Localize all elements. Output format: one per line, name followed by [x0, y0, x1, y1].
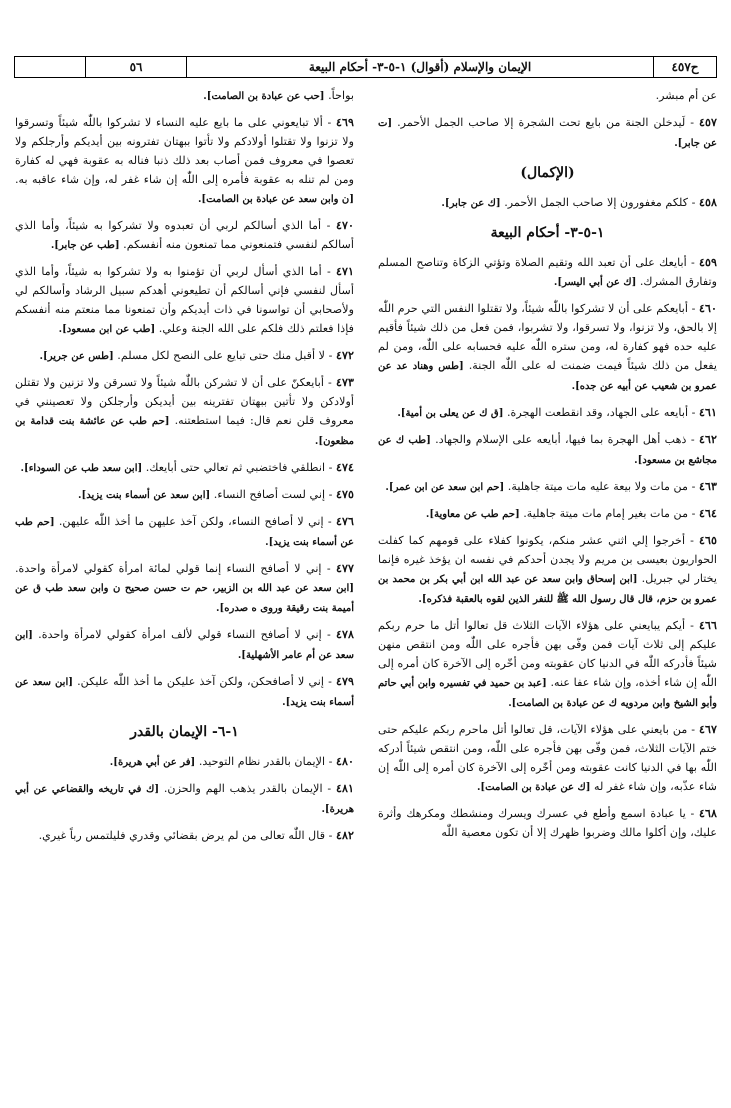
- hadith-entry: ٤٨١ - الإيمان بالقدر يذهب الهم والحزن. [ك في تاريخه والقضاعي عن أبي هريرة].: [15, 781, 354, 815]
- hadith-source: [فر عن أبي هريرة].: [109, 757, 196, 768]
- hadith-entry: ٤٦٨ - يا عبادة اسمع وأطع في عسرك ويسرك ومنشطك ومكرهك وأثرة عليك، وإن أكلوا مالك وضربوا ظهرك إلا أن تكون معصية اللّٰه: [378, 806, 717, 839]
- continued-text-body: بواحاً.: [328, 89, 354, 102]
- hadith-source: [حب عن عبادة بن الصامت].: [203, 91, 325, 102]
- hadith-source: [طب عن ابن مسعود].: [58, 324, 156, 335]
- hadith-text: لَيدخلن الجنة من بايع تحت الشجرة إلا صاحب الجمل الأحمر.: [397, 116, 686, 129]
- hadith-source: [ابن سعد عن أم عامر الأشهلية].: [15, 630, 354, 661]
- hadith-text: أما الذي أسالكم لربي أن تعبدوه ولا تشركوا به شيئاً، وأما الذي أسالكم لنفسي فتمنعوني مما تمنعون منه أنفسكم.: [15, 219, 354, 251]
- header-empty-cell: [15, 57, 85, 77]
- text-columns: [14, 86, 717, 1102]
- hadith-source: [طب عن جابر].: [50, 240, 120, 251]
- hadith-entry: ٤٨٠ - الإيمان بالقدر نظام التوحيد. [فر عن أبي هريرة].: [109, 754, 354, 768]
- hadith-number: ٤٧٩: [335, 674, 354, 688]
- hadith-number: ٤٦٢: [698, 432, 717, 446]
- hadith-entry: ٤٥٩ - أبايعك على أن تعبد الله وتقيم الصلاة وتؤتي الزكاة وتناصح المسلم وتفارق المشرك. [ك عن أبي اليسر].: [378, 255, 717, 288]
- section-heading-bayaa: ١-٥-٣- أحكام البيعة: [490, 225, 605, 241]
- hadith-text: الإيمان بالقدر نظام التوحيد.: [198, 755, 326, 768]
- hadith-entry: ٤٦٩ - ألا تبايعوني على ما بايع عليه النساء لا تشركوا باللّٰه شيئاً وتسرقوا ولا تزنوا ولا تقتلوا أولادكم ولا تأتوا ببهتان تفترونه بين أيديكم وأرجلكم ولا تعصوا في معروف فمن أصاب بعد ذلك ذنبا فناله به عقوبة فهي له كفارة ومن لم تنله به عقوبة فأمره إلى اللّٰه إن شاء غفر له، وإن شاء عاقبه به. [ن وابن سعد عن عبادة بن الصامت].: [15, 115, 354, 205]
- hadith-entry: ٤٦٠ - أبايعكم على أن لا تشركوا باللّٰه شيئاً، ولا تقتلوا النفس التي حرم اللّٰه إلا بالحق، ولا تزنوا، ولا تسرقوا، ولا تشربوا، فمن فعل من ذلك شيئاً فأقيم عليه حده فهو كفارة له، ومن ستره اللّٰه عليه فحسابه على اللّٰه، ومن لم يفعل من ذلك شيئاً فيمت ضمنت له على اللّٰه الجنة. [طس وهناد عد عن عمرو بن شعيب عن أبيه عن جده].: [378, 301, 717, 392]
- hadith-source: [حم ابن سعد عن ابن عمر].: [385, 482, 505, 493]
- header-hadith-ref: ح٤٥٧: [653, 57, 716, 77]
- hadith-source: [حم طب عن عائشة بنت قدامة بن مظعون].: [15, 416, 354, 447]
- hadith-source: [ك عن أبي اليسر].: [553, 277, 637, 288]
- hadith-number: ٤٥٨: [698, 195, 717, 209]
- hadith-number: ٤٧٧: [335, 561, 354, 575]
- hadith-text: انطلقي فاختضبي ثم تعالي حتى أبايعك.: [145, 461, 326, 474]
- hadith-source: [حم طب عن معاوية].: [425, 509, 520, 520]
- hadith-text: أبايعكم على أن لا تشركوا باللّٰه شيئاً، ولا تقتلوا النفس التي حرم اللّٰه إلا بالحق، ولا تزنوا، ولا تسرقوا، ولا تشربوا، فمن فعل من ذلك شيئاً فأقيم عليه حده فهو كفارة له، ومن ستره اللّٰه عليه فحسابه على اللّٰه، ومن لم يفعل من ذلك شيئاً فيمت ضمنت له على اللّٰه الجنة.: [378, 302, 717, 372]
- left-column: [15, 86, 366, 1102]
- hadith-number: ٤٧١: [335, 264, 354, 278]
- hadith-entry: ٤٧٥ - إني لست أصافح النساء. [ابن سعد عن أسماء بنت يزيد].: [78, 487, 354, 501]
- hadith-text: قال اللّٰه تعالى من لم يرض بقضائي وقدري فليلتمس رباً غيري.: [38, 829, 326, 842]
- hadith-entry: ٤٦٤ - من مات بغير إمام مات ميتة جاهلية. [حم طب عن معاوية].: [425, 506, 717, 520]
- hadith-entry: ٤٧٨ - إني لا أصافح النساء قولي لألف امرأة كقولي لامرأة واحدة. [ابن سعد عن أم عامر الأشهلية].: [15, 627, 354, 661]
- hadith-text: من بايعني على هؤلاء الآيات، قل تعالوا أتل ماحرم ربكم عليكم حتى ختم الآيات الثلاث، فمن وفّى بهن فأجره على اللّٰه، ومن انتقص شيئاً أدركه اللّٰه بها في الدنيا كانت عقوبته ومن أخّره إلى الآخرة كان أمره إلى اللّٰه إن شاء عذّبه، وإن شاء غفر له: [378, 723, 717, 793]
- hadith-entry: ٤٧٠ - أما الذي أسالكم لربي أن تعبدوه ولا تشركوا به شيئاً، وأما الذي أسالكم لنفسي فتمنعوني مما تمنعون منه أنفسكم. [طب عن جابر].: [15, 218, 354, 251]
- hadith-entry: ٤٥٧ - لَيدخلن الجنة من بايع تحت الشجرة إلا صاحب الجمل الأحمر. [ت عن جابر].: [378, 115, 717, 149]
- hadith-number: ٤٨١: [335, 781, 354, 795]
- page-header: [14, 56, 717, 78]
- hadith-number: ٤٧٢: [335, 348, 354, 362]
- hadith-entry: ٤٧٩ - إني لا أصافحكن، ولكن آخذ عليكن ما أخذ اللّٰه عليكن. [ابن سعد عن أسماء بنت يزيد].: [15, 674, 354, 708]
- hadith-number: ٤٧٠: [335, 218, 354, 232]
- hadith-text: أما الذي أسأل لربي أن تؤمنوا به ولا تشركوا به شيئاً، وأما الذي أسأل لنفسي فإني أسالكم أن تطيعوني أهدكم سبيل الرشاد وأسالكم لي ولأصحابي أن تواسونا في ذات أيديكم وأن تمنعونا مما منعتم منه أنفسكم فإذا فعلتم ذلك فلكم على الله الجنة وعلي.: [15, 265, 354, 335]
- continued-text: [15, 86, 354, 106]
- hadith-entry: ٤٧٦ - إني لا أصافح النساء، ولكن آخذ عليهن ما أخذ اللّٰه عليهن. [حم طب عن أسماء بنت يزيد].: [15, 514, 354, 548]
- header-title: الإيمان والإسلام (أقوال) ١-٥-٣- أحكام البيعة: [186, 57, 653, 77]
- hadith-entry: ٤٧١ - أما الذي أسأل لربي أن تؤمنوا به ولا تشركوا به شيئاً، وأما الذي أسأل لنفسي فإني أسالكم أن تطيعوني أهدكم سبيل الرشاد وأسالكم لي ولأصحابي أن تواسونا في ذات أيديكم وأن تمنعونا مما منعتم منه أنفسكم فإذا فعلتم ذلك فلكم على الله الجنة وعلي. [طب عن ابن مسعود].: [15, 264, 354, 335]
- continued-text-body: عن أم مبشر.: [655, 89, 717, 102]
- hadith-source: [ت عن جابر].: [378, 118, 717, 149]
- hadith-number: ٤٦٣: [698, 479, 717, 493]
- hadith-entry: ٤٦٢ - ذهب أهل الهجرة بما فيها، أبايعه على الإسلام والجهاد. [طب ك عن مجاشع بن مسعود].: [378, 432, 717, 466]
- hadith-number: ٤٧٣: [335, 375, 354, 389]
- hadith-number: ٤٦٨: [698, 806, 717, 820]
- hadith-text: من مات بغير إمام مات ميتة جاهلية.: [523, 507, 689, 520]
- hadith-number: ٤٦٠: [698, 301, 717, 315]
- hadith-source: [ابن سعد عن أسماء بنت يزيد].: [15, 677, 354, 708]
- hadith-text: ذهب أهل الهجرة بما فيها، أبايعه على الإسلام والجهاد.: [435, 433, 687, 446]
- hadith-entry: ٤٦٣ - من مات ولا بيعة عليه مات ميتة جاهلية. [حم ابن سعد عن ابن عمر].: [385, 479, 717, 493]
- hadith-entry: ٤٥٨ - كلكم مغفورون إلا صاحب الجمل الأحمر. [ك عن جابر].: [441, 195, 717, 209]
- hadith-source: [ك عن عبادة بن الصامت].: [476, 782, 591, 793]
- hadith-text: الإيمان بالقدر يذهب الهم والحزن.: [163, 782, 323, 795]
- hadith-source: [عبد بن حميد في تفسيره وابن أبي حاتم وأبو الشيخ وابن مردويه ك عن عبادة بن الصامت].: [378, 678, 717, 709]
- hadith-source: [ابن إسحاق وابن سعد عن عبد الله ابن أبي بكر بن محمد بن عمرو بن حزم، قال قال رسول الله ﷺ للنفر الذين لقوه بالعقبة فذكره].: [378, 574, 717, 605]
- hadith-text: أبايعكنّ على أن لا تشركن باللّٰه شيئاً ولا تسرقن ولا تزنين ولا تقتلن أولادكن ولا تأتين ببهتان تفترينه بين أيديكن وأرجلكن ولا تعصينني في معروف قلن نعم قال: فيما استطعتنه.: [15, 376, 354, 427]
- hadith-source: [طب ك عن مجاشع بن مسعود].: [378, 435, 717, 466]
- hadith-entry: ٤٧٤ - انطلقي فاختضبي ثم تعالي حتى أبايعك. [ابن سعد طب عن السوداء].: [20, 460, 354, 474]
- continued-text: [378, 86, 717, 106]
- hadith-entry: ٤٦١ - أبايعه على الجهاد، وقد انقطعت الهجرة. [ق ك عن يعلى بن أمية].: [397, 405, 717, 419]
- hadith-entry: ٤٦٥ - أخرجوا إلي اثني عشر منكم، يكونوا كفلاء على قومهم كما كفلت الحواريون بعيسى بن مريم ولا يجدن أحدكم في نفسه ان يؤخذ غيره فإنما يختار لي جبريل. [ابن إسحاق وابن سعد عن عبد الله ابن أبي بكر بن محمد بن عمرو بن حزم، قال قال رسول الله ﷺ للنفر الذين لقوه بالعقبة فذكره].: [378, 533, 717, 605]
- hadith-text: لا أقبل منك حتى تبايع على النصح لكل مسلم.: [117, 349, 326, 362]
- hadith-text: ألا تبايعوني على ما بايع عليه النساء لا تشركوا باللّٰه شيئاً وتسرقوا ولا تزنوا ولا تقتلوا أولادكم ولا تأتوا ببهتان تفترونه بين أيديكم وأرجلكم ولا تعصوا في معروف فمن أصاب بعد ذلك ذنبا فناله به عقوبة فهي له كفارة ومن لم تنله به عقوبة فأمره إلى اللّٰه إن شاء غفر له، وإن شاء عاقبه به.: [15, 116, 354, 186]
- hadith-text: إني لا أصافح النساء، ولكن آخذ عليهن ما أخذ اللّٰه عليهن.: [58, 515, 324, 528]
- hadith-number: ٤٧٥: [335, 487, 354, 501]
- hadith-text: إني لا أصافحكن، ولكن آخذ عليكن ما أخذ اللّٰه عليكن.: [77, 675, 325, 688]
- hadith-text: أخرجوا إلي اثني عشر منكم، يكونوا كفلاء على قومهم كما كفلت الحواريون بعيسى بن مريم ولا يجدن أحدكم في نفسه ان يؤخذ غيره فإنما يختار لي جبريل.: [378, 534, 717, 585]
- hadith-entry: ٤٧٢ - لا أقبل منك حتى تبايع على النصح لكل مسلم. [طس عن جرير].: [39, 348, 354, 362]
- hadith-number: ٤٦٥: [698, 533, 717, 547]
- right-column: [366, 86, 717, 1102]
- header-page-number: ٥٦: [85, 57, 186, 77]
- hadith-text: إني لست أصافح النساء.: [213, 488, 326, 501]
- hadith-number: ٤٦٧: [698, 722, 717, 736]
- hadith-entry: ٤٧٧ - إني لا أصافح النساء إنما قولي لمائة امرأة كقولي لامرأة واحدة. [ابن سعد عن عبد الله بن الزبير، حم ت حسن صحيح ن وابن سعد طب ق عن أميمة بنت رقيقة وروى ه صدره].: [15, 561, 354, 614]
- section-heading-qadar: ١-٦- الإيمان بالقدر: [130, 724, 239, 740]
- hadith-number: ٤٦١: [698, 405, 717, 419]
- hadith-text: يا عبادة اسمع وأطع في عسرك ويسرك ومنشطك ومكرهك وأثرة عليك، وإن أكلوا مالك وضربوا ظهرك إلا أن تكون معصية اللّٰه: [378, 807, 717, 839]
- hadith-entry: ٤٦٦ - أيكم يبايعني على هؤلاء الآيات الثلاث قل تعالوا أتل ما حرم ربكم عليكم إلى ثلاث آيات فمن وفّى بهن فأجره على اللّٰه ومن انتقص منهن شيئاً فأدركه اللّٰه في الدنيا كان عقوبته ومن أخّره إلى الآخرة كان أمره إلى اللّٰه إن شاء أخذه، وإن شاء عفا عنه. [عبد بن حميد في تفسيره وابن أبي حاتم وأبو الشيخ وابن مردويه ك عن عبادة بن الصامت].: [378, 618, 717, 709]
- hadith-source: [ك عن جابر].: [441, 198, 501, 209]
- hadith-source: [ن وابن سعد عن عبادة بن الصامت].: [197, 194, 354, 205]
- hadith-source: [ابن سعد عن أسماء بنت يزيد].: [78, 490, 211, 501]
- hadith-number: ٤٧٨: [335, 627, 354, 641]
- hadith-text: أبايعه على الجهاد، وقد انقطعت الهجرة.: [506, 406, 689, 419]
- hadith-number: ٤٥٩: [698, 255, 717, 269]
- section-heading-ikmal: (الإكمال): [520, 165, 575, 181]
- hadith-source: [طس وهناد عد عن عمرو بن شعيب عن أبيه عن جده].: [378, 361, 717, 392]
- hadith-text: أيكم يبايعني على هؤلاء الآيات الثلاث قل تعالوا أتل ما حرم ربكم عليكم إلى ثلاث آيات فمن وفّى بهن فأجره على اللّٰه ومن انتقص منهن شيئاً فأدركه اللّٰه في الدنيا كان عقوبته ومن أخّره إلى الآخرة كان أمره إلى اللّٰه إن شاء أخذه، وإن شاء عفا عنه.: [378, 619, 717, 689]
- hadith-number: ٤٧٦: [335, 514, 354, 528]
- hadith-number: ٤٨٢: [335, 828, 354, 842]
- hadith-text: إني لا أصافح النساء إنما قولي لمائة امرأة كقولي لامرأة واحدة.: [15, 562, 322, 575]
- hadith-source: [ك في تاريخه والقضاعي عن أبي هريرة].: [15, 784, 354, 815]
- hadith-source: [ابن سعد طب عن السوداء].: [20, 463, 143, 474]
- hadith-source: [ابن سعد عن عبد الله بن الزبير، حم ت حسن صحيح ن وابن سعد طب ق عن أميمة بنت رقيقة وروى ه صدره].: [15, 583, 354, 614]
- hadith-source: [طس عن جرير].: [39, 351, 114, 362]
- hadith-entry: ٤٧٣ - أبايعكنّ على أن لا تشركن باللّٰه شيئاً ولا تسرقن ولا تزنين ولا تقتلن أولادكن ولا تأتين ببهتان تفترينه بين أيديكن وأرجلكن ولا تعصينني في معروف قلن نعم قال: فيما استطعتنه. [حم طب عن عائشة بنت قدامة بن مظعون].: [15, 375, 354, 447]
- hadith-entry: ٤٨٢ - قال اللّٰه تعالى من لم يرض بقضائي وقدري فليلتمس رباً غيري.: [38, 828, 354, 842]
- hadith-text: من مات ولا بيعة عليه مات ميتة جاهلية.: [507, 480, 689, 493]
- hadith-number: ٤٥٧: [698, 115, 717, 129]
- hadith-text: كلكم مغفورون إلا صاحب الجمل الأحمر.: [504, 196, 689, 209]
- hadith-number: ٤٨٠: [335, 754, 354, 768]
- hadith-text: أبايعك على أن تعبد الله وتقيم الصلاة وتؤتي الزكاة وتناصح المسلم وتفارق المشرك.: [378, 256, 717, 288]
- hadith-number: ٤٦٩: [335, 115, 354, 129]
- hadith-number: ٤٦٤: [698, 506, 717, 520]
- hadith-text: إني لا أصافح النساء قولي لألف امرأة كقولي لامرأة واحدة.: [38, 628, 322, 641]
- hadith-source: [ق ك عن يعلى بن أمية].: [397, 408, 504, 419]
- hadith-number: ٤٦٦: [698, 618, 717, 632]
- hadith-entry: ٤٦٧ - من بايعني على هؤلاء الآيات، قل تعالوا أتل ماحرم ربكم عليكم حتى ختم الآيات الثلاث، فمن وفّى بهن فأجره على اللّٰه، ومن انتقص شيئاً أدركه اللّٰه بها في الدنيا كانت عقوبته ومن أخّره إلى الآخرة كان أمره إلى اللّٰه إن شاء عذّبه، وإن شاء غفر له [ك عن عبادة بن الصامت].: [378, 722, 717, 793]
- hadith-number: ٤٧٤: [335, 460, 354, 474]
- hadith-source: [حم طب عن أسماء بنت يزيد].: [15, 517, 354, 548]
